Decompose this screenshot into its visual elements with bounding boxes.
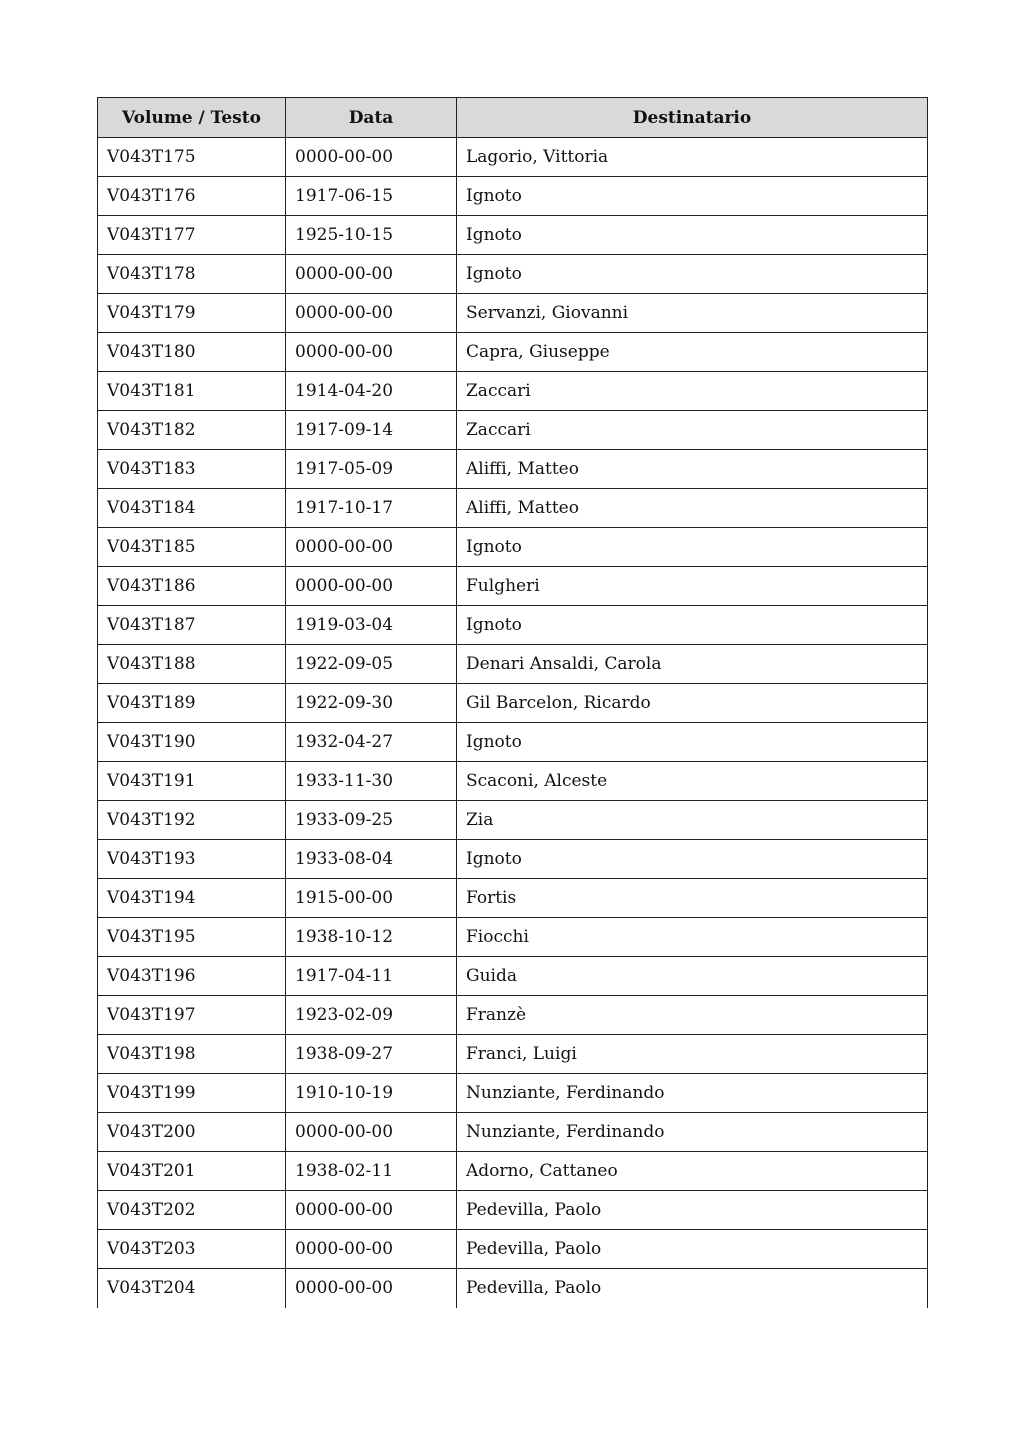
table-row [98, 138, 928, 177]
cell-destinatario: Gil Barcelon, Ricardo [457, 684, 928, 723]
table-row [98, 1074, 928, 1113]
cell-destinatario: Servanzi, Giovanni [457, 294, 928, 333]
table-row [98, 255, 928, 294]
cell-destinatario: Ignoto [457, 840, 928, 879]
cell-data: 1910-10-19 [286, 1074, 457, 1113]
cell-destinatario: Zia [457, 801, 928, 840]
cell-volume-testo: V043T202 [98, 1191, 286, 1230]
cell-data: 0000-00-00 [286, 528, 457, 567]
cell-destinatario: Denari Ansaldi, Carola [457, 645, 928, 684]
cell-volume-testo: V043T194 [98, 879, 286, 918]
table-row [98, 1269, 928, 1308]
table-row [98, 216, 928, 255]
table-row [98, 1191, 928, 1230]
cell-data: 1938-10-12 [286, 918, 457, 957]
table-row [98, 801, 928, 840]
table-row [98, 333, 928, 372]
cell-volume-testo: V043T201 [98, 1152, 286, 1191]
table-row [98, 1035, 928, 1074]
cell-volume-testo: V043T182 [98, 411, 286, 450]
table-row [98, 957, 928, 996]
letters-index-table [97, 97, 928, 1308]
cell-destinatario: Ignoto [457, 723, 928, 762]
table-header [98, 98, 928, 138]
cell-data: 1922-09-30 [286, 684, 457, 723]
table-row [98, 489, 928, 528]
cell-data: 1933-09-25 [286, 801, 457, 840]
cell-volume-testo: V043T190 [98, 723, 286, 762]
cell-volume-testo: V043T203 [98, 1230, 286, 1269]
cell-destinatario: Guida [457, 957, 928, 996]
table-row [98, 567, 928, 606]
table-row [98, 879, 928, 918]
cell-destinatario: Ignoto [457, 606, 928, 645]
cell-data: 1922-09-05 [286, 645, 457, 684]
cell-data: 1923-02-09 [286, 996, 457, 1035]
cell-destinatario: Ignoto [457, 255, 928, 294]
table-row [98, 528, 928, 567]
cell-destinatario: Capra, Giuseppe [457, 333, 928, 372]
cell-volume-testo: V043T193 [98, 840, 286, 879]
table-row [98, 840, 928, 879]
table-row [98, 762, 928, 801]
header-data: Data [286, 98, 457, 138]
table-row [98, 645, 928, 684]
table-body [98, 138, 928, 1308]
cell-destinatario: Ignoto [457, 528, 928, 567]
table-row [98, 1230, 928, 1269]
cell-data: 1933-11-30 [286, 762, 457, 801]
cell-volume-testo: V043T181 [98, 372, 286, 411]
table-row [98, 1152, 928, 1191]
cell-destinatario: Fiocchi [457, 918, 928, 957]
cell-data: 0000-00-00 [286, 1191, 457, 1230]
cell-volume-testo: V043T196 [98, 957, 286, 996]
table-row [98, 177, 928, 216]
cell-data: 1925-10-15 [286, 216, 457, 255]
cell-volume-testo: V043T175 [98, 138, 286, 177]
cell-data: 0000-00-00 [286, 567, 457, 606]
cell-volume-testo: V043T198 [98, 1035, 286, 1074]
cell-destinatario: Ignoto [457, 216, 928, 255]
cell-data: 0000-00-00 [286, 1269, 457, 1308]
cell-destinatario: Aliffi, Matteo [457, 450, 928, 489]
cell-volume-testo: V043T197 [98, 996, 286, 1035]
table-row [98, 918, 928, 957]
table-row [98, 294, 928, 333]
cell-destinatario: Nunziante, Ferdinando [457, 1113, 928, 1152]
cell-data: 0000-00-00 [286, 255, 457, 294]
cell-volume-testo: V043T179 [98, 294, 286, 333]
header-volume-testo: Volume / Testo [98, 98, 286, 138]
table-row [98, 411, 928, 450]
table-row [98, 450, 928, 489]
cell-data: 0000-00-00 [286, 1230, 457, 1269]
cell-data: 1932-04-27 [286, 723, 457, 762]
cell-volume-testo: V043T189 [98, 684, 286, 723]
cell-data: 1917-05-09 [286, 450, 457, 489]
cell-data: 1917-10-17 [286, 489, 457, 528]
cell-destinatario: Lagorio, Vittoria [457, 138, 928, 177]
cell-destinatario: Scaconi, Alceste [457, 762, 928, 801]
cell-data: 0000-00-00 [286, 294, 457, 333]
cell-volume-testo: V043T188 [98, 645, 286, 684]
cell-data: 1917-06-15 [286, 177, 457, 216]
table-row [98, 1113, 928, 1152]
cell-volume-testo: V043T180 [98, 333, 286, 372]
cell-data: 1919-03-04 [286, 606, 457, 645]
cell-data: 1917-04-11 [286, 957, 457, 996]
cell-data: 0000-00-00 [286, 333, 457, 372]
cell-volume-testo: V043T185 [98, 528, 286, 567]
table-row [98, 372, 928, 411]
table-row [98, 684, 928, 723]
cell-data: 1938-09-27 [286, 1035, 457, 1074]
cell-volume-testo: V043T178 [98, 255, 286, 294]
cell-destinatario: Zaccari [457, 411, 928, 450]
cell-data: 1933-08-04 [286, 840, 457, 879]
cell-data: 1914-04-20 [286, 372, 457, 411]
cell-volume-testo: V043T200 [98, 1113, 286, 1152]
cell-volume-testo: V043T183 [98, 450, 286, 489]
cell-volume-testo: V043T195 [98, 918, 286, 957]
cell-destinatario: Pedevilla, Paolo [457, 1269, 928, 1308]
cell-volume-testo: V043T191 [98, 762, 286, 801]
cell-volume-testo: V043T204 [98, 1269, 286, 1308]
cell-volume-testo: V043T187 [98, 606, 286, 645]
cell-destinatario: Franci, Luigi [457, 1035, 928, 1074]
cell-volume-testo: V043T186 [98, 567, 286, 606]
cell-data: 0000-00-00 [286, 1113, 457, 1152]
cell-destinatario: Fortis [457, 879, 928, 918]
table-row [98, 723, 928, 762]
cell-destinatario: Franzè [457, 996, 928, 1035]
cell-destinatario: Pedevilla, Paolo [457, 1230, 928, 1269]
cell-data: 1915-00-00 [286, 879, 457, 918]
cell-volume-testo: V043T199 [98, 1074, 286, 1113]
cell-data: 1938-02-11 [286, 1152, 457, 1191]
cell-data: 0000-00-00 [286, 138, 457, 177]
cell-volume-testo: V043T192 [98, 801, 286, 840]
cell-volume-testo: V043T176 [98, 177, 286, 216]
cell-data: 1917-09-14 [286, 411, 457, 450]
cell-destinatario: Zaccari [457, 372, 928, 411]
cell-destinatario: Fulgheri [457, 567, 928, 606]
cell-volume-testo: V043T184 [98, 489, 286, 528]
cell-volume-testo: V043T177 [98, 216, 286, 255]
header-destinatario: Destinatario [457, 98, 928, 138]
cell-destinatario: Adorno, Cattaneo [457, 1152, 928, 1191]
table-row [98, 996, 928, 1035]
cell-destinatario: Pedevilla, Paolo [457, 1191, 928, 1230]
cell-destinatario: Nunziante, Ferdinando [457, 1074, 928, 1113]
table-row [98, 606, 928, 645]
header-row [98, 98, 928, 138]
cell-destinatario: Aliffi, Matteo [457, 489, 928, 528]
cell-destinatario: Ignoto [457, 177, 928, 216]
